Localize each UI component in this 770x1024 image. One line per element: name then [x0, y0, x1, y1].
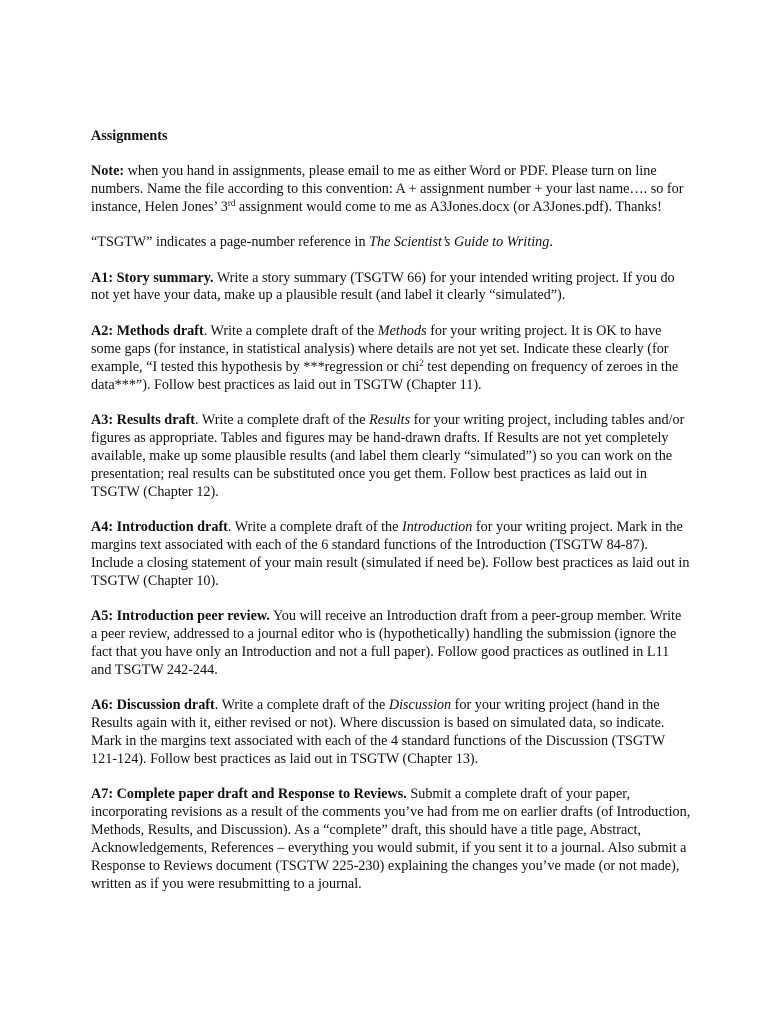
tsgtw-text-2: .	[549, 234, 553, 251]
a2-text-1: . Write a complete draft of the	[203, 322, 378, 339]
note-superscript: rd	[227, 197, 236, 208]
note-text-2: assignment would come to me as A3Jones.docx (or A3Jones.pdf). Thanks!	[235, 198, 662, 215]
tsgtw-paragraph	[91, 234, 691, 252]
tsgtw-text-1: “TSGTW” indicates a page-number reference in	[91, 234, 370, 251]
a7-text: Submit a complete draft of your paper, incorporating revisions as a result of the comments you’ve had from me on earlier drafts (of Introduction, Methods, Results, and Discussion). As a “complete” draft, this should have a title page, Abstract, Acknowledgements, References – everything you would submit, if you sent it to a journal. Also submit a Response to Reviews document (TSGTW 225-230) explaining the changes you’ve made (or not made), written as if you were resubmitting to a journal.	[91, 786, 691, 892]
assignment-a7	[91, 786, 691, 893]
a1-label: A1: Story summary.	[91, 269, 214, 286]
note-paragraph	[91, 163, 691, 217]
a4-text-2: for your writing project. Mark in the margins text associated with each of the 6 standard functions of the Introduction (TSGTW 84-87). Include a closing statement of your main result (simulated if need be). Follow best practices as laid out in TSGTW (Chapter 10).	[91, 519, 690, 589]
a2-italic: Methods	[377, 322, 427, 339]
assignment-a6	[91, 697, 691, 769]
assignment-a3	[91, 412, 691, 502]
a4-italic: Introduction	[401, 519, 473, 535]
a7-label: A7: Complete paper draft and Response to Reviews.	[91, 786, 407, 803]
a6-text-2: for your writing project (hand in the Results again with it, either revised or not). Where discussion is based on simulated data, so indicate. Mark in the margins text associated with each of the 4 standard functions of the Discussion (TSGTW 121-124). Follow best practices as laid out in TSGTW (Chapter 13).	[91, 697, 665, 767]
a4-text-1: . Write a complete draft of the	[227, 519, 402, 535]
assignment-a1	[91, 270, 691, 306]
page-title: Assignments	[91, 128, 168, 144]
book-title: The Scientist’s Guide to Writing	[369, 234, 550, 251]
assignment-a5	[91, 608, 691, 680]
assignment-a2	[91, 323, 691, 395]
a6-text-1: . Write a complete draft of the	[214, 697, 389, 714]
a5-text: You will receive an Introduction draft from a peer-group member. Write a peer review, addressed to a journal editor who is (hypothetically) handling the submission (ignore the fact that you have only an Introduction and not a full paper). Follow good practices as outlined in L11 and TSGTW 242-244.	[91, 608, 682, 678]
a3-italic: Results	[369, 411, 411, 428]
a1-text: Write a story summary (TSGTW 66) for your intended writing project. If you do not yet have your data, make up a plausible result (and label it clearly “simulated”).	[91, 269, 675, 304]
note-text-1: when you hand in assignments, please email to me as either Word or PDF. Please turn on line numbers. Name the file according to this convention: A + assignment number + your last name…. so for instance, Helen Jones’ 3	[91, 162, 684, 215]
a5-label: A5: Introduction peer review.	[91, 608, 270, 625]
a3-text-2: for your writing project, including tables and/or figures as appropriate. Tables and figures may be hand-drawn drafts. If Results are not yet completely available, make up some plausible results (and label them clearly “simulated”) so you can work on the presentation; real results can be substituted once you get them. Follow best practices as laid out in TSGTW (Chapter 12).	[91, 411, 685, 500]
document-page	[91, 128, 691, 911]
a3-label: A3: Results draft	[91, 411, 196, 428]
a6-italic: Discussion	[388, 697, 452, 714]
a2-superscript: 2	[419, 357, 424, 368]
note-label: Note:	[91, 162, 125, 179]
a2-label: A2: Methods draft	[91, 322, 204, 339]
a2-text-3: test depending on frequency of zeroes in the data***”). Follow best practices as laid out in TSGTW (Chapter 11).	[91, 358, 679, 393]
a4-label: A4: Introduction draft	[91, 519, 228, 535]
a3-text-1: . Write a complete draft of the	[195, 411, 370, 428]
assignment-a4	[91, 519, 691, 591]
a2-text-2: for your writing project. It is OK to have some gaps (for instance, in statistical analysis) where details are not yet set. Indicate these clearly (for example, “I tested this hypothesis by ***regression or chi	[91, 322, 669, 375]
a6-label: A6: Discussion draft	[91, 697, 215, 714]
